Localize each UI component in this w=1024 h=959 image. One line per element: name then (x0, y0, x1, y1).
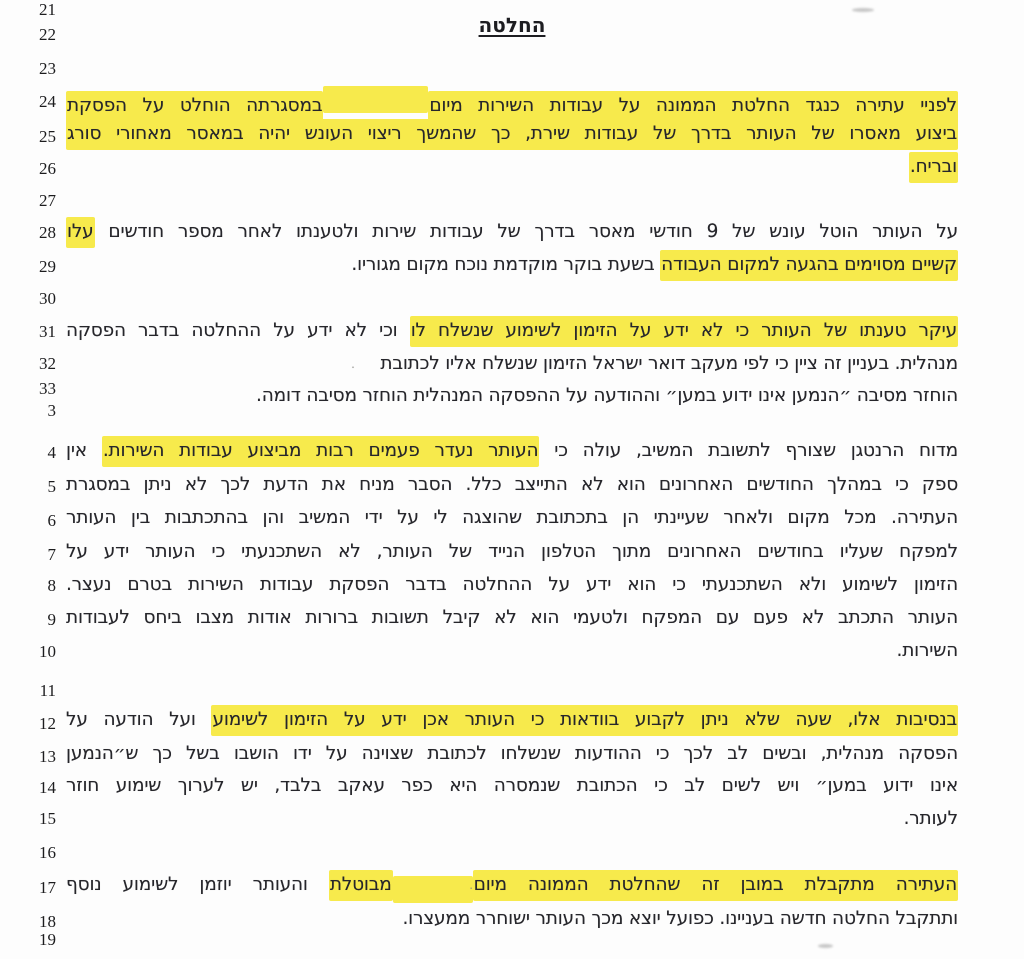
text-run: לעותר. (903, 808, 958, 829)
line-number: 28 (39, 223, 56, 242)
line-28 (66, 218, 958, 245)
text-run: העותר התכתב לא פעם עם המפקח ולטעמי הוא לא קיבל תשובות ברורות אודות מצבו ביחס לעבודות (66, 607, 958, 628)
text-run: וכי לא ידע על ההחלטה בדבר הפסקה (66, 320, 410, 341)
line-number: 19 (39, 930, 56, 949)
line-8 (66, 571, 958, 598)
highlighted-text: בנסיבות אלו, שעה שלא ניתן לקבוע בוודאות כי העותר אכן ידע על הזימון לשימוע (211, 705, 958, 736)
line-33 (66, 382, 958, 409)
redacted-gap: · (393, 876, 473, 903)
text-run: הזימון לשימוע ולא השתכנעתי כי הוא ידע על ההחלטה בדבר הפסקת עבודות השירות בטרם נעצר. (66, 574, 958, 595)
line-13 (66, 740, 958, 767)
highlighted-text: לפניי עתירה כנגד החלטת הממונה על עבודות השירות מיום (428, 91, 958, 122)
line-17 (66, 871, 958, 903)
line-31 (66, 317, 958, 344)
highlighted-text: עלו (66, 217, 95, 248)
highlighted-text: במסגרתה הוחלט על הפסקת (66, 91, 323, 122)
line-number: 32 (39, 354, 56, 373)
line-14 (66, 772, 958, 799)
text-run: הפסקה מנהלית, ובשים לב לכך כי ההודעות שנשלחו לכתובת שצוינה על ידו הושבו בשל כך ש״הנמען (66, 743, 958, 764)
text-run: והעותר יוזמן לשימוע נוסף (66, 874, 329, 895)
line-number: 22 (39, 25, 56, 44)
line-number: 16 (39, 843, 56, 862)
text-run: מנהלית. בעניין זה ציין כי לפי מעקב דואר ישראל הזימון שנשלח אליו לכתובת (380, 353, 958, 374)
text-run: השירות. (896, 640, 958, 661)
line-15 (66, 805, 958, 832)
line-number: 6 (47, 511, 56, 530)
line-number: 25 (39, 127, 56, 146)
line-number: 5 (47, 477, 56, 496)
line-5 (66, 471, 958, 498)
line-number: 8 (47, 576, 56, 595)
text-run: ספק כי במהלך החודשים האחרונים הוא לא התייצב כלל. הסבר מניח את הדעת לכך לא ניתן במסגרת (66, 474, 958, 495)
line-number: 27 (39, 191, 56, 210)
line-number: 13 (39, 747, 56, 766)
text-run: אינו ידוע במען״ ויש לשים לב כי הכתובת שנמסרה היא כפר עאקב בלבד, יש לערוך שימוע חוזר (66, 775, 958, 796)
line-number: 12 (39, 714, 56, 733)
line-number: 15 (39, 809, 56, 828)
line-number: 29 (39, 257, 56, 276)
highlighted-text: עיקר טענתו של העותר כי לא ידע על הזימון לשימוע שנשלח לו (410, 316, 958, 347)
line-number: 31 (39, 322, 56, 341)
line-number: 4 (47, 443, 56, 462)
line-number: 17 (39, 878, 56, 897)
highlighted-text: ביצוע מאסרו של העותר בדרך של עבודות שירת, כך שהמשך ריצוי העונש יהיה במאסר מאחורי סורג (66, 119, 958, 150)
line-number: 3 (47, 401, 56, 420)
line-24 (66, 86, 958, 119)
text-run: העתירה. מכל מקום ולאחר שעיינתי הן בתכתובת שהוצגה לי על ידי המשיב והן בהתכתבות בין העותר (66, 507, 958, 528)
line-12 (66, 706, 958, 733)
text-run: ותתקבל החלטה חדשה בעניינו. כפועל יוצא מכך העותר ישוחרר ממעצרו. (402, 908, 958, 929)
line-number: 21 (39, 0, 56, 19)
line-number: 9 (47, 610, 56, 629)
highlighted-text: מבוטלת (329, 870, 393, 901)
line-10 (66, 637, 958, 664)
line-26 (66, 153, 958, 180)
text-run: הוחזר מסיבה ״הנמען אינו ידוע במען״ וההודעה על ההפסקה המנהלית הוחזר מסיבה דומה. (256, 385, 958, 406)
line-32 (66, 350, 958, 377)
text-run: מדוח הרנטגן שצורף לתשובת המשיב, עולה כי (539, 440, 959, 461)
highlighted-text: קשיים מסוימים בהגעה למקום העבודה (660, 250, 958, 281)
line-number: 18 (39, 912, 56, 931)
line-number: 26 (39, 159, 56, 178)
line-number: 33 (39, 379, 56, 398)
line-number: 7 (47, 545, 56, 564)
line-number: 24 (39, 92, 56, 111)
line-29 (66, 251, 958, 278)
text-run: אין (66, 440, 102, 461)
redacted-gap: · (351, 361, 355, 374)
scan-smudge-top (852, 8, 874, 12)
text-run: בשעת בוקר מוקדמת נוכח מקום מגוריו. (351, 254, 661, 275)
scan-smudge-bottom (818, 944, 833, 948)
line-number: 11 (39, 681, 56, 700)
line-18 (66, 905, 958, 932)
highlighted-text: העותר נעדר פעמים רבות מביצוע עבודות השירות. (102, 436, 540, 467)
redacted-gap (323, 86, 428, 113)
text-run: למפקח שעליו בחודשים האחרונים מתוך הטלפון הנייד של העותר, לא השתכנעתי כי העותר ידע על (66, 541, 958, 562)
line-number: 10 (39, 642, 56, 661)
line-25 (66, 120, 958, 147)
highlighted-text: העתירה מתקבלת במובן זה שהחלטת הממונה מיום (473, 870, 958, 901)
line-7 (66, 538, 958, 565)
highlighted-text: ובריח. (909, 152, 958, 183)
text-run: על העותר הוטל עונש של 9 חודשי מאסר בדרך של עבודות שירות ולטענתו לאחר מספר חודשים (94, 221, 958, 242)
text-run: ועל הודעה על (66, 709, 212, 730)
document-title: החלטה (478, 13, 546, 37)
line-6 (66, 504, 958, 531)
line-number: 23 (39, 59, 56, 78)
line-number: 14 (39, 778, 56, 797)
line-number: 30 (39, 289, 56, 308)
line-9 (66, 604, 958, 631)
line-4 (66, 437, 958, 464)
